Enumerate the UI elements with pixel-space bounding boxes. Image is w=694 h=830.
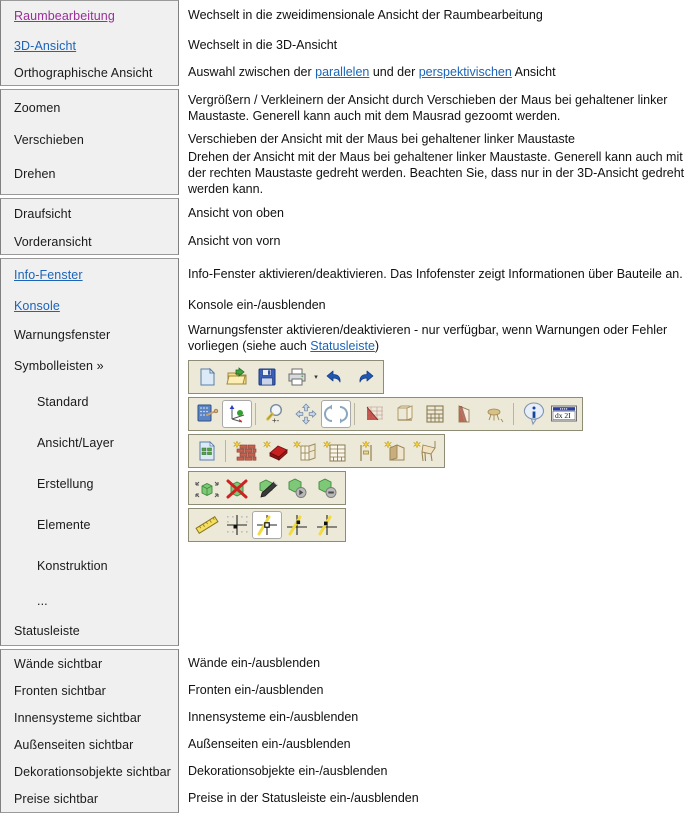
submenu-item-elemente-label: Elemente	[37, 517, 91, 532]
submenu-item-standard[interactable]	[1, 381, 178, 422]
section-view-modes	[0, 0, 694, 86]
description-column-view-modes	[179, 0, 694, 86]
menu-item-raumbearbeitung-label[interactable]: Raumbearbeitung	[14, 9, 115, 23]
menu-column-standard-views	[0, 198, 179, 255]
menu-column-status-toggles	[0, 649, 179, 813]
description-aussenseiten-sichtbar	[188, 730, 694, 757]
menu-item-dekorationsobjekte-sichtbar[interactable]	[1, 758, 178, 785]
menu-item-preise-sichtbar-label: Preise sichtbar	[14, 791, 99, 806]
description-fronten-sichtbar	[188, 676, 694, 703]
menu-item-3d-ansicht[interactable]	[1, 31, 178, 60]
menu-item-fronten-sichtbar[interactable]	[1, 677, 178, 704]
create-roof-icon[interactable]	[261, 437, 291, 465]
print-dropdown-caret-icon[interactable]: ▾	[314, 374, 318, 381]
menu-item-dekorationsobjekte-sichtbar-label: Dekorationsobjekte sichtbar	[14, 764, 171, 779]
menu-item-innensysteme-sichtbar[interactable]	[1, 704, 178, 731]
open-folder-icon[interactable]	[222, 363, 252, 391]
inner-systems-layer-icon[interactable]	[420, 400, 450, 428]
description-drehen	[188, 150, 694, 196]
delete-element-icon[interactable]	[222, 474, 252, 502]
description-drehen-text: Drehen der Ansicht mit der Maus bei gehaltener linker Maustaste. Generell kann auch mit der rechten Maustaste gedreht werden. Beachten Sie, dass nur in der 3D-Ansicht gedreht werden kann.	[188, 150, 685, 196]
zoom-magnifier-icon[interactable]	[261, 400, 291, 428]
description-column-windows	[179, 258, 694, 646]
description-preise-sichtbar	[188, 784, 694, 811]
toolbar-separator	[354, 403, 357, 425]
menu-item-zoomen[interactable]	[1, 90, 178, 126]
move-element-icon[interactable]	[192, 474, 222, 502]
menu-item-verschieben[interactable]	[1, 126, 178, 154]
menu-item-draufsicht[interactable]	[1, 199, 178, 228]
menu-item-info-fenster[interactable]	[1, 259, 178, 291]
submenu-item-more-label: ...	[37, 594, 48, 608]
description-waende-sichtbar	[188, 649, 694, 676]
menu-item-statusleiste[interactable]	[1, 616, 178, 646]
menu-item-vorderansicht-label: Vorderansicht	[14, 234, 92, 249]
desc-warn-part-2: )	[374, 338, 380, 353]
toolbar-standard[interactable]	[188, 360, 384, 394]
desc-part-text-1: Auswahl zwischen der	[188, 64, 316, 79]
section-status-toggles	[0, 649, 694, 813]
submenu-item-ansicht-layer-label: Ansicht/Layer	[37, 435, 115, 450]
toolbar-konstruktion[interactable]	[188, 508, 346, 542]
description-orthographische-ansicht-text	[188, 64, 556, 80]
fronts-layer-icon[interactable]	[390, 400, 420, 428]
submenu-item-more[interactable]	[1, 586, 178, 616]
link-parallelen[interactable]: parallelen	[315, 64, 370, 79]
submenu-item-erstellung[interactable]	[1, 463, 178, 504]
description-vorderansicht-text: Ansicht von vorn	[188, 233, 281, 248]
decoration-layer-icon[interactable]	[480, 400, 510, 428]
menu-column-windows	[0, 258, 179, 646]
menu-item-orthographische-ansicht-label: Orthographische Ansicht	[14, 65, 153, 80]
menu-item-raumbearbeitung[interactable]	[1, 1, 178, 31]
ruler-measure-icon[interactable]	[192, 511, 222, 539]
description-zoomen	[188, 89, 694, 125]
submenu-item-erstellung-label: Erstellung	[37, 476, 94, 491]
menu-item-zoomen-label: Zoomen	[14, 101, 61, 115]
menu-item-aussenseiten-sichtbar[interactable]	[1, 731, 178, 758]
description-konsole	[188, 290, 694, 319]
menu-item-vorderansicht[interactable]	[1, 228, 178, 255]
toolbar-gallery	[188, 356, 694, 545]
angle-snap-corner-icon[interactable]	[282, 511, 312, 539]
menu-column-navigation	[0, 89, 179, 195]
menu-item-preise-sichtbar[interactable]	[1, 785, 178, 812]
walls-layer-icon[interactable]	[360, 400, 390, 428]
submenu-item-elemente[interactable]	[1, 504, 178, 545]
description-column-navigation	[179, 89, 694, 195]
svg-text:+-: +-	[272, 416, 280, 425]
save-floppy-icon[interactable]	[252, 363, 282, 391]
create-furniture-icon[interactable]	[411, 437, 441, 465]
toolbar-separator	[255, 403, 258, 425]
grid-snap-icon[interactable]	[222, 511, 252, 539]
menu-item-symbolleisten-label: Symbolleisten »	[14, 358, 104, 373]
link-perspektivischen[interactable]: perspektivischen	[418, 64, 512, 79]
menu-item-fronten-sichtbar-label: Fronten sichtbar	[14, 683, 106, 698]
angle-snap-edge-icon[interactable]	[312, 511, 342, 539]
description-waende-sichtbar-text: Wände ein-/ausblenden	[188, 655, 321, 670]
section-windows-and-toolbars	[0, 258, 694, 646]
toolbar-separator	[513, 403, 516, 425]
submenu-item-konstruktion[interactable]	[1, 545, 178, 586]
description-verschieben-text: Verschieben der Ansicht mit der Maus bei gehaltener linker Maustaste	[188, 132, 576, 146]
desc-warn-part-1: Warnungsfenster aktivieren/deaktivieren - nur verfügbar, wenn Warnungen oder Fehler vorliegen (siehe auch	[188, 322, 668, 353]
description-3d-ansicht	[188, 30, 694, 59]
description-innensysteme-sichtbar-text: Innensysteme ein-/ausblenden	[188, 709, 359, 724]
create-cabinet-icon[interactable]	[321, 437, 351, 465]
new-plan-icon[interactable]	[192, 437, 222, 465]
menu-item-statusleiste-label: Statusleiste	[14, 624, 80, 638]
description-fronten-sichtbar-text: Fronten ein-/ausblenden	[188, 682, 324, 697]
description-warnungsfenster-text	[188, 322, 694, 354]
submenu-item-konstruktion-label: Konstruktion	[37, 558, 108, 573]
link-statusleiste[interactable]: Statusleiste	[310, 338, 375, 353]
description-column-standard-views	[179, 198, 694, 255]
create-window-icon[interactable]	[291, 437, 321, 465]
room-edit-2d-icon[interactable]	[192, 400, 222, 428]
toolbar-separator	[225, 440, 228, 462]
element-forward-icon[interactable]	[282, 474, 312, 502]
create-wall-icon[interactable]	[231, 437, 261, 465]
menu-item-konsole-label[interactable]: Konsole	[14, 298, 60, 313]
description-konsole-text: Konsole ein-/ausblenden	[188, 297, 326, 312]
description-raumbearbeitung	[188, 0, 694, 30]
description-dekorationsobjekte-sichtbar-text: Dekorationsobjekte ein-/ausblenden	[188, 763, 388, 778]
info-window-icon[interactable]	[519, 400, 549, 428]
submenu-item-standard-label: Standard	[37, 394, 89, 409]
description-column-status-toggles	[179, 649, 694, 813]
menu-item-aussenseiten-sichtbar-label: Außenseiten sichtbar	[14, 737, 134, 752]
console-window-icon[interactable]	[549, 400, 579, 428]
toolbar-erstellung[interactable]	[188, 434, 445, 468]
description-orthographische-ansicht	[188, 59, 694, 84]
section-standard-views	[0, 198, 694, 255]
desc-part-text-3: Ansicht	[511, 64, 556, 79]
desc-part-text-2: und der	[369, 64, 419, 79]
create-post-icon[interactable]	[351, 437, 381, 465]
print-icon[interactable]	[282, 363, 312, 391]
axes-3d-icon[interactable]	[222, 400, 252, 428]
toolbar-ansicht-layer[interactable]	[188, 397, 583, 431]
description-draufsicht	[188, 198, 694, 227]
description-warnungsfenster	[188, 319, 694, 356]
description-zoomen-text: Vergrößern / Verkleinern der Ansicht durch Verschieben der Maus bei gehaltener linker Maustaste. Generell kann auch mit dem Mausrad gezoomt werden.	[188, 93, 668, 123]
description-preise-sichtbar-text: Preise in der Statusleiste ein-/ausblenden	[188, 790, 419, 805]
element-backward-icon[interactable]	[312, 474, 342, 502]
menu-item-waende-sichtbar-label: Wände sichtbar	[14, 656, 103, 671]
menu-item-verschieben-label: Verschieben	[14, 133, 84, 147]
edit-element-icon[interactable]	[252, 474, 282, 502]
angle-snap-center-icon[interactable]	[252, 511, 282, 539]
description-raumbearbeitung-text: Wechselt in die zweidimensionale Ansicht der Raumbearbeitung	[188, 8, 543, 22]
undo-arrow-icon[interactable]	[320, 363, 350, 391]
section-navigation	[0, 89, 694, 195]
menu-item-info-fenster-label[interactable]: Info-Fenster	[14, 268, 83, 282]
menu-item-orthographische-ansicht[interactable]	[1, 60, 178, 85]
redo-arrow-icon[interactable]	[350, 363, 380, 391]
description-draufsicht-text: Ansicht von oben	[188, 205, 284, 220]
menu-item-drehen[interactable]	[1, 154, 178, 194]
new-document-icon[interactable]	[192, 363, 222, 391]
menu-item-innensysteme-sichtbar-label: Innensysteme sichtbar	[14, 710, 142, 725]
description-vorderansicht	[188, 227, 694, 254]
description-aussenseiten-sichtbar-text: Außenseiten ein-/ausblenden	[188, 736, 351, 751]
menu-item-3d-ansicht-label[interactable]: 3D-Ansicht	[14, 38, 77, 53]
description-info-fenster	[188, 258, 694, 290]
svg-text:dx 2I: dx 2I	[555, 411, 571, 420]
description-dekorationsobjekte-sichtbar	[188, 757, 694, 784]
description-innensysteme-sichtbar	[188, 703, 694, 730]
menu-item-waende-sichtbar[interactable]	[1, 650, 178, 677]
menu-item-drehen-label: Drehen	[14, 167, 56, 181]
create-body-icon[interactable]	[381, 437, 411, 465]
menu-item-konsole[interactable]	[1, 291, 178, 320]
description-3d-ansicht-text: Wechselt in die 3D-Ansicht	[188, 37, 338, 52]
outer-sides-layer-icon[interactable]	[450, 400, 480, 428]
menu-column-view-modes	[0, 0, 179, 86]
menu-item-draufsicht-label: Draufsicht	[14, 206, 72, 221]
menu-item-warnungsfenster-label: Warnungsfenster	[14, 328, 111, 342]
pan-move-icon[interactable]	[291, 400, 321, 428]
menu-item-symbolleisten[interactable]	[1, 350, 178, 381]
menu-item-warnungsfenster[interactable]	[1, 320, 178, 350]
rotate-view-icon[interactable]	[321, 400, 351, 428]
description-info-fenster-text: Info-Fenster aktivieren/deaktivieren. Das Infofenster zeigt Informationen über Bauteile an.	[188, 267, 683, 281]
toolbar-elemente[interactable]	[188, 471, 346, 505]
submenu-item-ansicht-layer[interactable]	[1, 422, 178, 463]
